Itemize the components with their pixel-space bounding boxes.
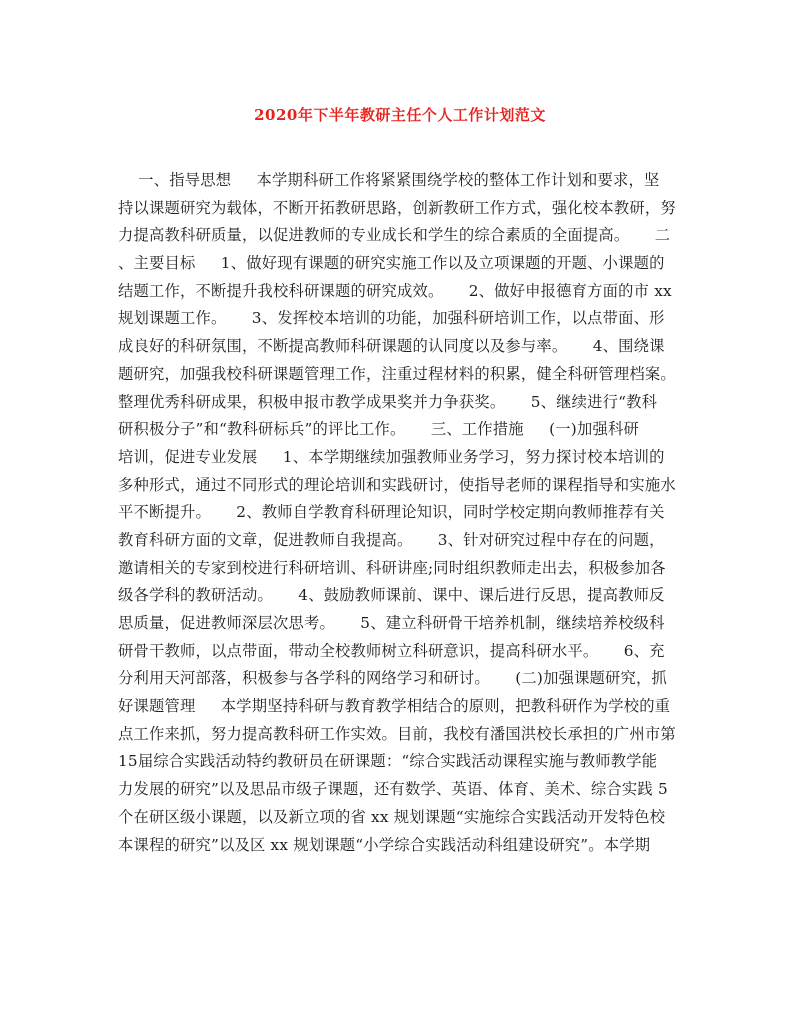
body-line: 题研究，加强我校科研课题管理工作，注重过程材料的积累，健全科研管理档案。 <box>118 364 676 383</box>
body-line: 一、指导思想 本学期科研工作将紧紧围绕学校的整体工作计划和要求，坚 <box>118 171 660 189</box>
body-line: 研骨干教师，以点带面，带动全校教师树立科研意识，提高科研水平。 6、充 <box>118 641 665 660</box>
body-line: 多种形式，通过不同形式的理论培训和实践研讨，使指导老师的课程指导和实施水 <box>118 475 676 494</box>
body-line: 15届综合实践活动特约教研员在研课题：“综合实践活动课程实施与教师教学能 <box>118 752 658 771</box>
body-line: 级各学科的教研活动。 4、鼓励教师课前、课中、课后进行反思，提高教师反 <box>118 586 665 605</box>
body-line: 点工作来抓，努力提高教科研工作实效。目前，我校有潘国洪校长承担的广州市第 <box>118 724 676 743</box>
body-line: 邀请相关的专家到校进行科研培训、科研讲座;同时组织教师走出去，积极参加各 <box>118 558 666 577</box>
body-line: 好课题管理 本学期坚持科研与教育教学相结合的原则，把教科研作为学校的重 <box>118 697 671 716</box>
body-line: 个在研区级小课题，以及新立项的省 xx 规划课题“实施综合实践活动开发特色校 <box>118 807 666 826</box>
document-title: 2020年下半年教研主任个人工作计划范文 <box>254 106 546 124</box>
body-line: 本课程的研究”以及区 xx 规划课题“小学综合实践活动科组建设研究”。本学期 <box>118 835 651 854</box>
body-line: 力发展的研究”以及思品市级子课题，还有数学、英语、体育、美术、综合实践 5 <box>118 780 668 799</box>
document-body <box>118 167 684 859</box>
body-line: 教育科研方面的文章，促进教师自我提高。 3、针对研究过程中存在的问题， <box>118 530 665 549</box>
body-line: 整理优秀科研成果，积极申报市教学成果奖并力争获奖。 5、继续进行“教科 <box>118 392 658 411</box>
body-line: 思质量，促进教师深层次思考。 5、建立科研骨干培养机制，继续培养校级科 <box>118 614 665 632</box>
body-line: 成良好的科研氛围，不断提高教师科研课题的认同度以及参与率。 4、围绕课 <box>118 337 665 356</box>
body-line: 结题工作，不断提升我校科研课题的研究成效。 2、做好申报德育方面的市 xx <box>118 281 672 300</box>
body-line: 、主要目标 1、做好现有课题的研究实施工作以及立项课题的开题、小课题的 <box>118 254 665 273</box>
body-line: 持以课题研究为载体，不断开拓教研思路，创新教研工作方式，强化校本教研，努 <box>118 198 676 217</box>
body-line: 力提高教科研质量，以促进教师的专业成长和学生的综合素质的全面提高。 二 <box>118 226 671 245</box>
body-line: 研积极分子”和“教科研标兵”的评比工作。 三、工作措施 (一)加强科研 <box>118 420 639 439</box>
body-line: 分利用天河部落，积极参与各学科的网络学习和研讨。 (二)加强课题研究，抓 <box>118 669 668 688</box>
body-line: 平不断提升。 2、教师自学教育科研理论知识，同时学校定期向教师推荐有关 <box>118 503 665 522</box>
body-line: 培训，促进专业发展 1、本学期继续加强教师业务学习，努力探讨校本培训的 <box>118 447 665 466</box>
body-line: 规划课题工作。 3、发挥校本培训的功能，加强科研培训工作，以点带面、形 <box>118 309 665 328</box>
